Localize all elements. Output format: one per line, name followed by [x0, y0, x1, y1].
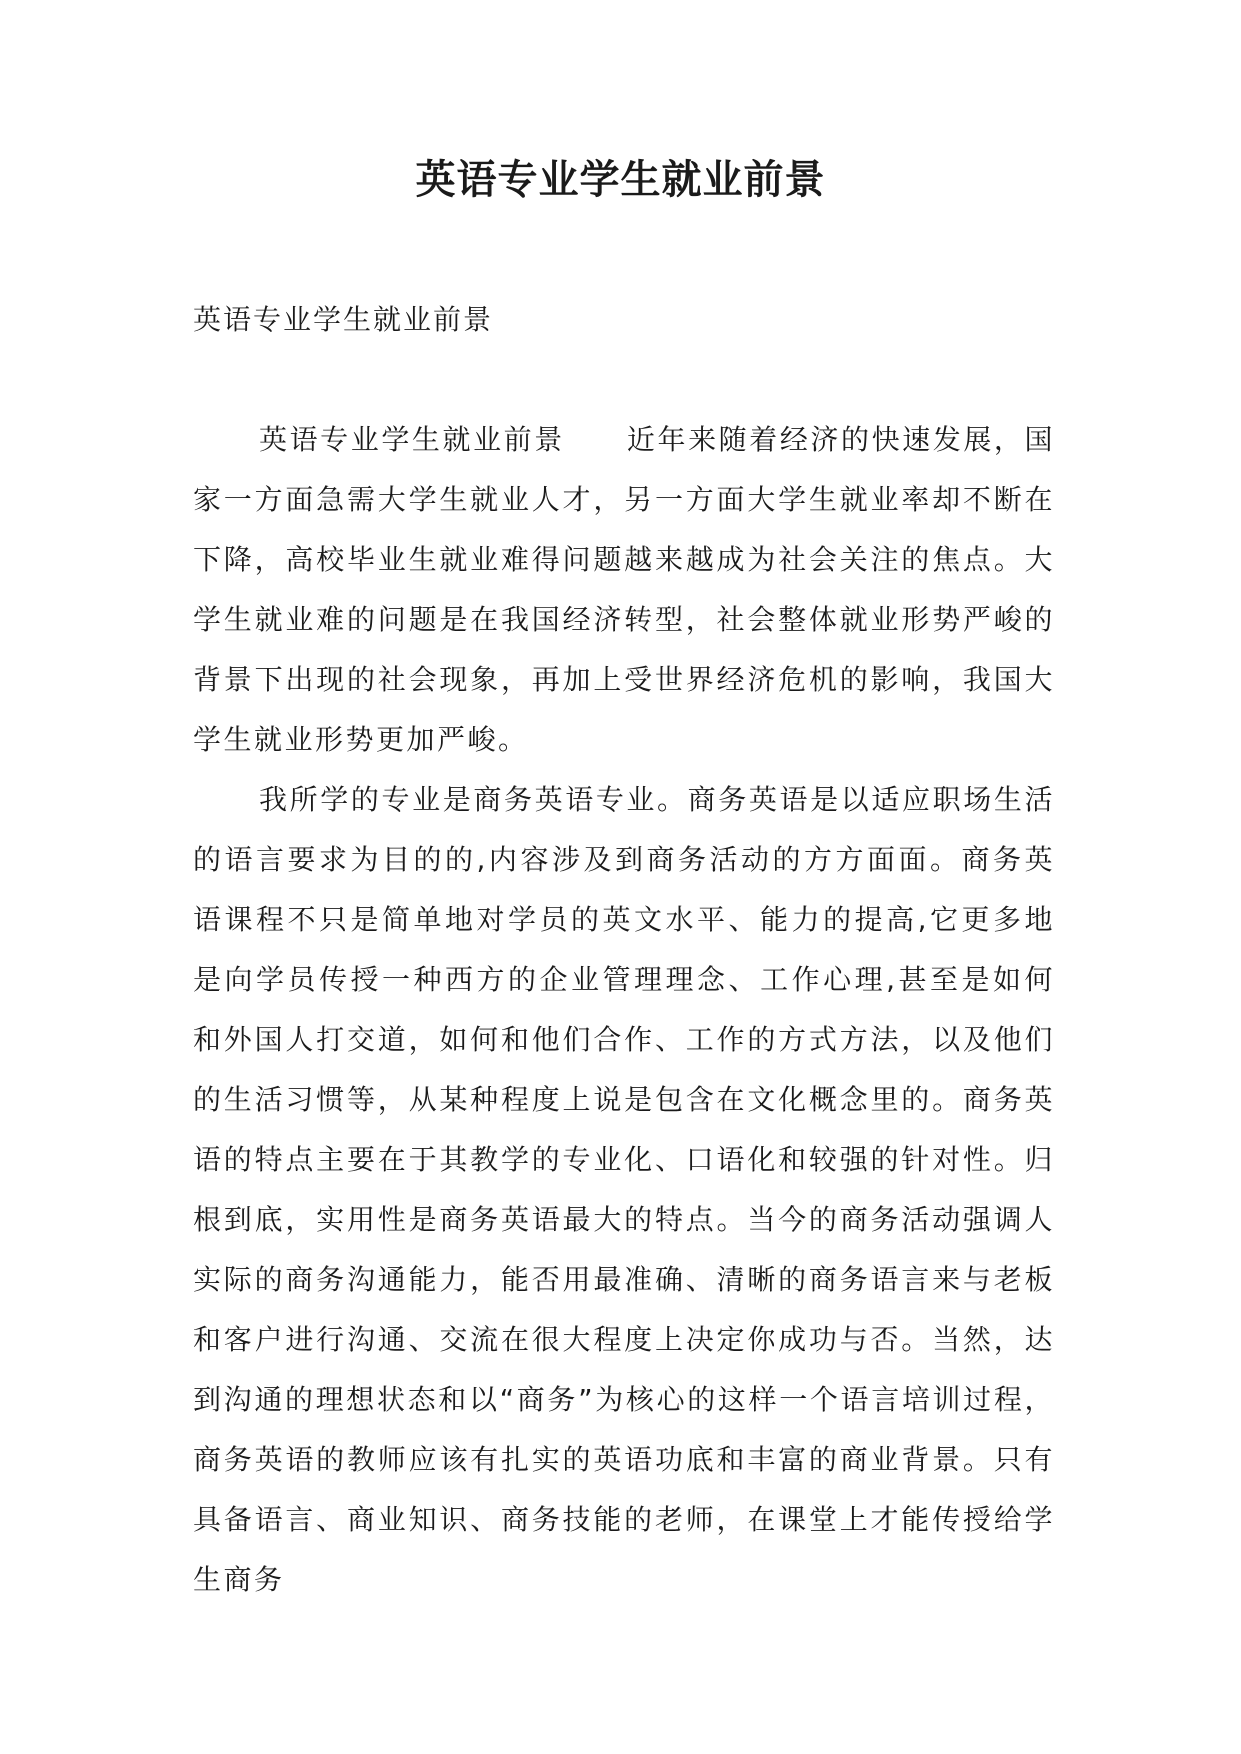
document-subtitle: 英语专业学生就业前景 — [193, 303, 494, 336]
paragraph-2 — [193, 770, 1055, 1610]
document-title: 英语专业学生就业前景 — [415, 157, 826, 203]
paragraph-1-text: 近年来随着经济的快速发展，国家一方面急需大学生就业人才，另一方面大学生就业率却不断在下降，高校毕业生就业难得问题越来越成为社会关注的焦点。大学生就业难的问题是在我国经济转型，社会整体就业形势严峻的背景下出现的社会现象，再加上受世界经济危机的影响，我国大学生就业形势更加严峻。 — [193, 423, 1055, 756]
paragraph-1 — [193, 410, 1055, 770]
document-body — [193, 410, 1055, 1610]
paragraph-1-lead: 英语专业学生就业前景 — [259, 423, 565, 456]
paragraph-2-text: 我所学的专业是商务英语专业。商务英语是以适应职场生活的语言要求为目的的,内容涉及到商务活动的方方面面。商务英语课程不只是简单地对学员的英文水平、能力的提高,它更多地是向学员传授一种西方的企业管理理念、工作心理,甚至是如何和外国人打交道，如何和他们合作、工作的方式方法，以及他们的生活习惯等，从某种程度上说是包含在文化概念里的。商务英语的特点主要在于其教学的专业化、口语化和较强的针对性。归根到底，实用性是商务英语最大的特点。当今的商务活动强调人实际的商务沟通能力，能否用最准确、清晰的商务语言来与老板和客户进行沟通、交流在很大程度上决定你成功与否。当然，达到沟通的理想状态和以“商务”为核心的这样一个语言培训过程，商务英语的教师应该有扎实的英语功底和丰富的商业背景。只有具备语言、商业知识、商务技能的老师，在课堂上才能传授给学生商务 — [193, 783, 1055, 1596]
